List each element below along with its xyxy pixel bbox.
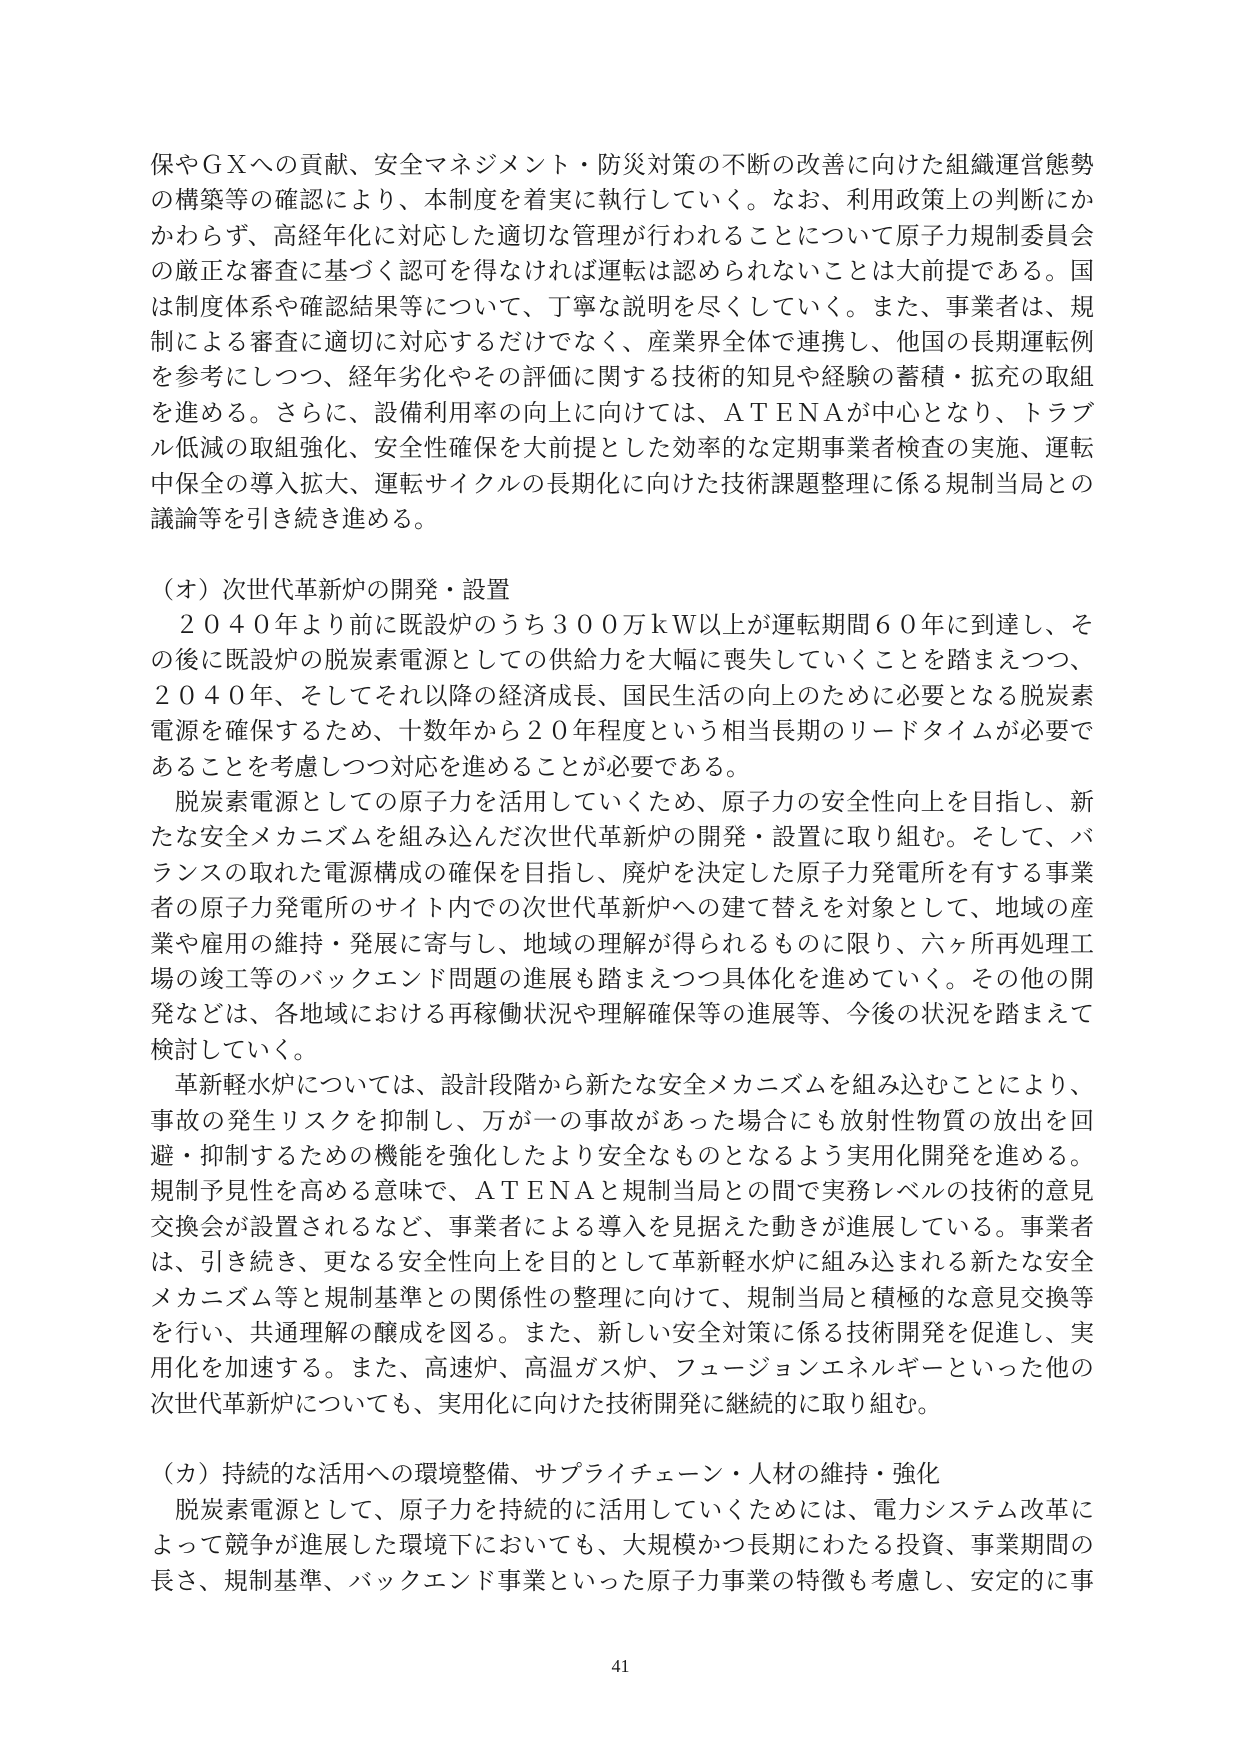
text-line: ２０４０年より前に既設炉のうち３００万ｋＷ以上が運転期間６０年に到達し、そ xyxy=(150,611,1094,640)
text-line: は制度体系や確認結果等について、丁寧な説明を尽くしていく。また、事業者は、規 xyxy=(150,292,1094,321)
section-heading: （オ）次世代革新炉の開発・設置 xyxy=(150,575,510,604)
text-line: 者の原子力発電所のサイト内での次世代革新炉への建て替えを対象として、地域の産 xyxy=(150,894,1094,923)
text-line: よって競争が進展した環境下においても、大規模かつ長期にわたる投資、事業期間の xyxy=(150,1531,1094,1560)
text-line: 革新軽水炉については、設計段階から新たな安全メカニズムを組み込むことにより、 xyxy=(150,1071,1094,1100)
text-line: 発などは、各地域における再稼働状況や理解確保等の進展等、今後の状況を踏まえて xyxy=(150,1000,1094,1029)
text-line: 中保全の導入拡大、運転サイクルの長期化に向けた技術課題整理に係る規制当局との xyxy=(150,469,1094,498)
text-line: 次世代革新炉についても、実用化に向けた技術開発に継続的に取り組む。 xyxy=(150,1389,942,1418)
text-line: 脱炭素電源としての原子力を活用していくため、原子力の安全性向上を目指し、新 xyxy=(150,788,1094,817)
text-line: を行い、共通理解の醸成を図る。また、新しい安全対策に係る技術開発を促進し、実 xyxy=(150,1318,1094,1347)
section-gap xyxy=(150,537,1094,572)
text-line: メカニズム等と規制基準との関係性の整理に向けて、規制当局と積極的な意見交換等 xyxy=(150,1283,1094,1312)
text-line: の構築等の確認により、本制度を着実に執行していく。なお、利用政策上の判断にか xyxy=(150,186,1094,215)
text-line: 用化を加速する。また、高速炉、高温ガス炉、フュージョンエネルギーといった他の xyxy=(150,1354,1094,1383)
text-line: 保やＧＸへの貢献、安全マネジメント・防災対策の不断の改善に向けた組織運営態勢 xyxy=(150,151,1094,179)
text-line: の厳正な審査に基づく認可を得なければ運転は認められないことは大前提である。国 xyxy=(150,257,1094,286)
page-number: 41 xyxy=(611,1656,630,1676)
text-line: 業や雇用の維持・発展に寄与し、地域の理解が得られるものに限り、六ヶ所再処理工 xyxy=(150,929,1094,958)
text-line: かわらず、高経年化に対応した適切な管理が行われることについて原子力規制委員会 xyxy=(150,221,1094,250)
text-line: ル低減の取組強化、安全性確保を大前提とした効率的な定期事業者検査の実施、運転 xyxy=(150,434,1094,463)
text-line: を参考にしつつ、経年劣化やその評価に関する技術的知見や経験の蓄積・拡充の取組 xyxy=(150,363,1094,392)
text-line: ランスの取れた電源構成の確保を目指し、廃炉を決定した原子力発電所を有する事業 xyxy=(150,858,1094,887)
text-line: 場の竣工等のバックエンド問題の進展も踏まえつつ具体化を進めていく。その他の開 xyxy=(150,964,1094,993)
body-text xyxy=(150,148,1094,1599)
text-line: 検討していく。 xyxy=(150,1035,318,1064)
text-line: 長さ、規制基準、バックエンド事業といった原子力事業の特徴も考慮し、安定的に事 xyxy=(150,1566,1094,1595)
text-line: あることを考慮しつつ対応を進めることが必要である。 xyxy=(150,752,750,781)
section-gap xyxy=(150,1422,1094,1457)
text-line: 避・抑制するための機能を強化したより安全なものとなるよう実用化開発を進める。 xyxy=(150,1141,1094,1170)
text-line: 事故の発生リスクを抑制し、万が一の事故があった場合にも放射性物質の放出を回 xyxy=(150,1106,1094,1135)
text-line: の後に既設炉の脱炭素電源としての供給力を大幅に喪失していくことを踏まえつつ、 xyxy=(150,646,1094,675)
text-line: たな安全メカニズムを組み込んだ次世代革新炉の開発・設置に取り組む。そして、バ xyxy=(150,823,1094,852)
text-line: 規制予見性を高める意味で、ＡＴＥＮＡと規制当局との間で実務レベルの技術的意見 xyxy=(150,1177,1094,1206)
text-line: 議論等を引き続き進める。 xyxy=(150,504,438,533)
text-line: を進める。さらに、設備利用率の向上に向けては、ＡＴＥＮＡが中心となり、トラブ xyxy=(150,398,1094,427)
text-line: は、引き続き、更なる安全性向上を目的として革新軽水炉に組み込まれる新たな安全 xyxy=(150,1248,1094,1277)
text-line: 交換会が設置されるなど、事業者による導入を見据えた動きが進展している。事業者 xyxy=(150,1212,1094,1241)
text-line: ２０４０年、そしてそれ以降の経済成長、国民生活の向上のために必要となる脱炭素 xyxy=(150,681,1094,710)
text-line: 脱炭素電源として、原子力を持続的に活用していくためには、電力システム改革に xyxy=(150,1495,1094,1524)
text-line: 制による審査に適切に対応するだけでなく、産業界全体で連携し、他国の長期運転例 xyxy=(150,327,1094,356)
section-heading: （カ）持続的な活用への環境整備、サプライチェーン・人材の維持・強化 xyxy=(150,1460,941,1489)
text-line: 電源を確保するため、十数年から２０年程度という相当長期のリードタイムが必要で xyxy=(150,717,1094,746)
